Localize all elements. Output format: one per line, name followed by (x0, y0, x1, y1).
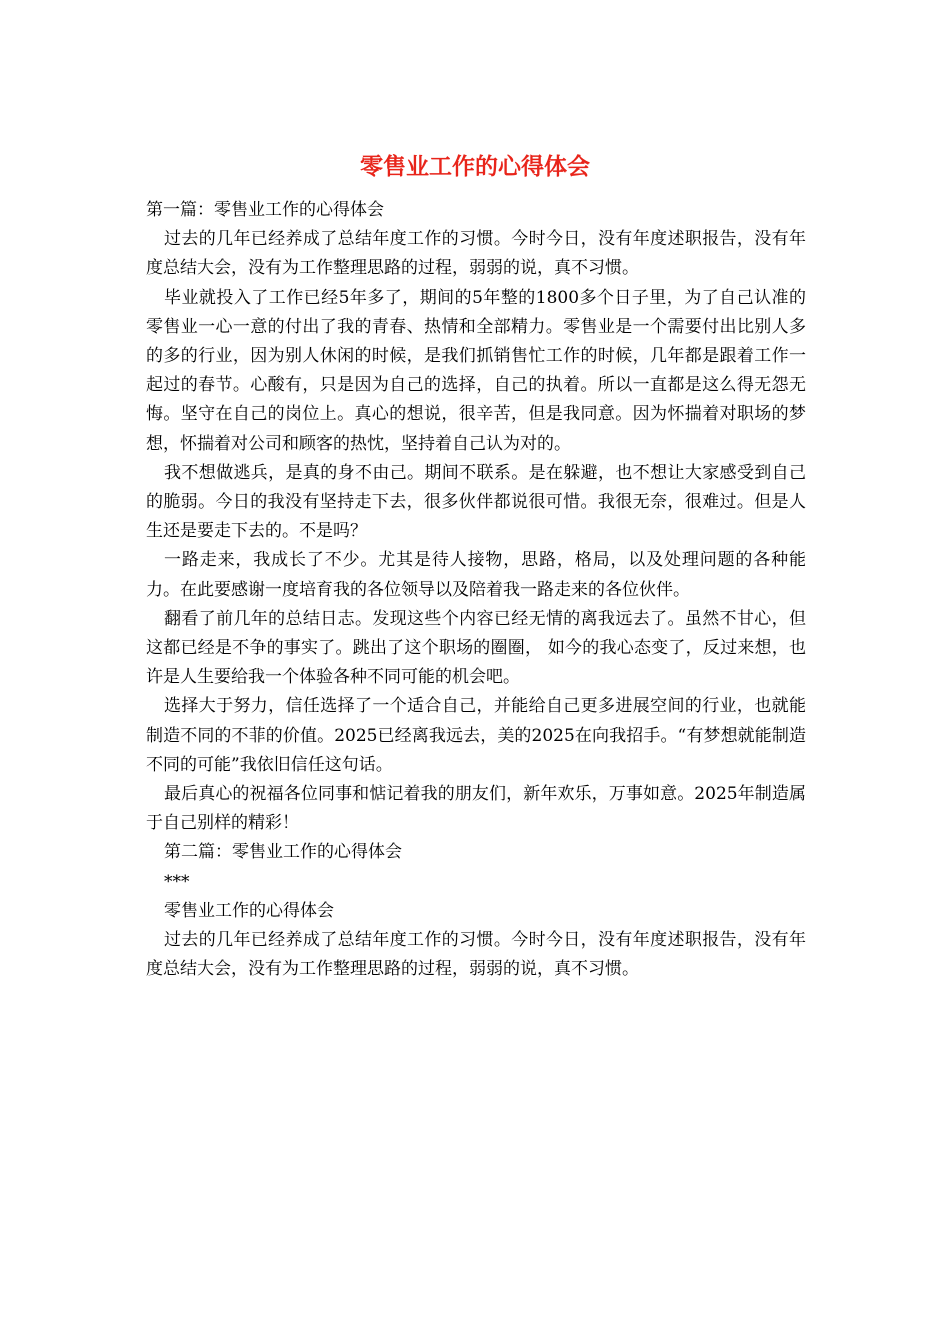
paragraph-section-heading-1: 第一篇：零售业工作的心得体会 (146, 200, 384, 220)
paragraph: 过去的几年已经养成了总结年度工作的习惯。今时今日，没有年度述职报告，没有年度总结大会，没有为工作整理思路的过程，弱弱的说，真不习惯。 (146, 930, 806, 980)
paragraph: 选择大于努力，信任选择了一个适合自己，并能给自己更多进展空间的行业，也就能制造不同的不菲的价值。2025已经离我远去，美的2025在向我招手。“有梦想就能制造不同的可能”我依旧信任这句话。 (146, 696, 806, 775)
paragraph: 最后真心的祝福各位同事和惦记着我的朋友们，新年欢乐，万事如意。2025年制造属于自己别样的精彩！ (146, 784, 806, 834)
document-title: 零售业工作的心得体会 (360, 153, 590, 180)
paragraph: 一路走来，我成长了不少。尤其是待人接物，思路，格局，以及处理问题的各种能力。在此要感谢一度培育我的各位领导以及陪着我一路走来的各位伙伴。 (146, 550, 806, 600)
paragraph: 我不想做逃兵，是真的身不由己。期间不联系。是在躲避，也不想让大家感受到自己的脆弱。今日的我没有坚持走下去，很多伙伴都说很可惜。我很无奈，很难过。但是人生还是要走下去的。不是吗？ (146, 462, 806, 542)
paragraph-subtitle: 零售业工作的心得体会 (164, 900, 334, 921)
paragraph: 过去的几年已经养成了总结年度工作的习惯。今时今日，没有年度述职报告，没有年度总结大会，没有为工作整理思路的过程，弱弱的说，真不习惯。 (146, 229, 806, 279)
paragraph: 毕业就投入了工作已经5年多了，期间的5年整的1800多个日子里，为了自己认准的零售业一心一意的付出了我的青春、热情和全部精力。零售业是一个需要付出比别人多的多的行业，因为别人休闲的时候，是我们抓销售忙工作的时候，几年都是跟着工作一起过的春节。心酸有，只是因为自己的选择，自己的执着。所以一直都是这么得无怨无悔。坚守在自己的岗位上。真心的想说，很辛苦，但是我同意。因为怀揣着对职场的梦想，怀揣着对公司和顾客的热忱，坚持着自己认为对的。 (146, 287, 806, 454)
document-body (146, 196, 806, 984)
paragraph-separator: *** (164, 871, 190, 892)
paragraph: 翻看了前几年的总结日志。发现这些个内容已经无情的离我远去了。虽然不甘心，但这都已经是不争的事实了。跳出了这个职场的圈圈， 如今的我心态变了，反过来想，也许是人生要给我一个体验各种不同可能的机会吧。 (146, 608, 806, 688)
paragraph-section-heading-2: 第二篇：零售业工作的心得体会 (164, 842, 402, 863)
